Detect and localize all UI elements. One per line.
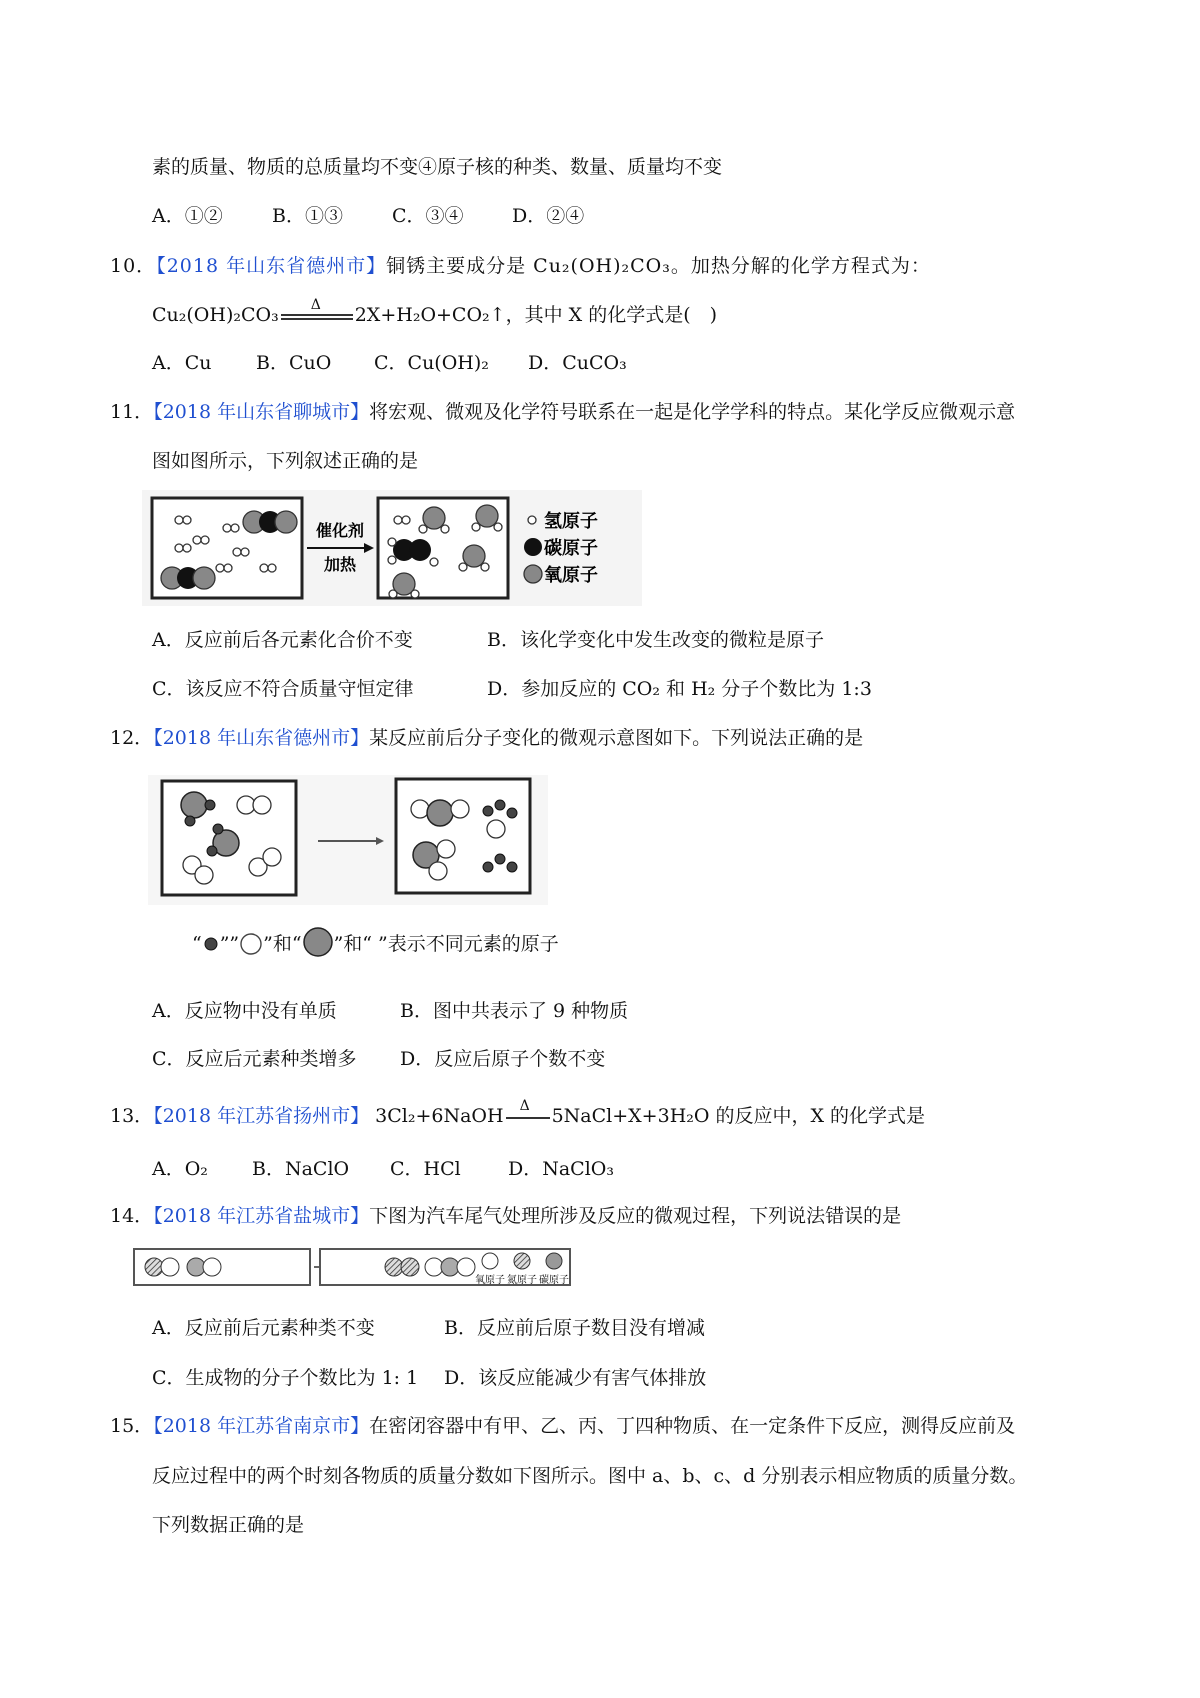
q10-options bbox=[152, 350, 627, 376]
q9-options bbox=[152, 203, 584, 229]
q14-option-b: B．反应前后原子数目没有增减 bbox=[444, 1317, 705, 1339]
q12-options-row-1 bbox=[152, 998, 628, 1024]
q15-stem-2: 反应过程中的两个时刻各物质的质量分数如下图所示。图中 a、b、c、d 分别表示相应物质的质量分数。 bbox=[152, 1465, 1028, 1487]
q13-heat-symbol: Δ bbox=[519, 1098, 530, 1114]
q9-option-a: A．①② bbox=[152, 205, 223, 227]
q14-legend-oxygen: 氧原子 bbox=[475, 1275, 505, 1286]
q11-co2-molecule-2 bbox=[161, 567, 215, 589]
q10-text2: 。加热分解的化学方程式为： bbox=[670, 255, 931, 277]
q13-option-a: A．O₂ bbox=[152, 1158, 208, 1180]
q14-options-row-2 bbox=[152, 1365, 706, 1391]
q12-legend: “ ”” ”和“ ”和“ ”表示不同元素的原子 bbox=[192, 926, 559, 958]
q12-source: 【2018 年山东省德州市】 bbox=[153, 727, 370, 749]
q11-option-d: D．参加反应的 CO₂ 和 H₂ 分子个数比为 1:3 bbox=[487, 678, 872, 700]
oxygen-atom-icon bbox=[482, 1253, 498, 1269]
q11-source: 【2018 年山东省聊城市】 bbox=[153, 401, 370, 423]
q10-option-c: C．Cu(OH)₂ bbox=[374, 352, 489, 374]
q11-co2-molecule-1 bbox=[243, 511, 297, 533]
q14-option-c: C．生成物的分子个数比为 1: 1 bbox=[152, 1367, 419, 1389]
q12-number: 12． bbox=[110, 727, 154, 749]
q11-number: 11． bbox=[110, 401, 154, 423]
carbon-atom-icon bbox=[524, 538, 542, 556]
q14-option-d: D．该反应能减少有害气体排放 bbox=[444, 1367, 707, 1389]
q11-option-a: A．反应前后各元素化合价不变 bbox=[152, 629, 413, 651]
q14-stem bbox=[110, 1203, 901, 1229]
q11-stem-2: 图如图所示，下列叙述正确的是 bbox=[152, 450, 419, 472]
q11-stem bbox=[110, 399, 1015, 425]
q10-equation bbox=[152, 297, 718, 328]
q10-option-b: B．CuO bbox=[256, 352, 332, 374]
q13-option-c: C．HCl bbox=[390, 1158, 461, 1180]
q11-options-row-2 bbox=[152, 676, 872, 702]
q11-figure bbox=[142, 490, 642, 606]
q12-options-row-2 bbox=[152, 1046, 605, 1072]
q12-text: 某反应前后分子变化的微观示意图如下。下列说法正确的是 bbox=[369, 727, 864, 749]
q12-option-a: A．反应物中没有单质 bbox=[152, 1000, 337, 1022]
q13-eq-left: 3Cl₂+6NaOH bbox=[375, 1105, 504, 1127]
q14-text: 下图为汽车尾气处理所涉及反应的微观过程，下列说法错误的是 bbox=[369, 1205, 902, 1227]
q13-option-d: D．NaClO₃ bbox=[508, 1158, 614, 1180]
hydrogen-atom-icon bbox=[528, 516, 536, 524]
q9-option-d: D．②④ bbox=[512, 205, 585, 227]
q10-eq-left: Cu₂(OH)₂CO₃ bbox=[152, 304, 279, 326]
q14-options-row-1 bbox=[152, 1315, 705, 1341]
q12-figure bbox=[148, 775, 548, 905]
q11-option-c: C．该反应不符合质量守恒定律 bbox=[152, 678, 414, 700]
q14-legend-nitrogen: 氮原子 bbox=[507, 1275, 537, 1286]
q14-figure bbox=[132, 1243, 582, 1293]
q10-text: 铜锈主要成分是 bbox=[386, 255, 527, 277]
q11-legend-hydrogen: 氢原子 bbox=[544, 511, 598, 532]
q13-eq-sign bbox=[504, 1098, 552, 1127]
q14-source: 【2018 年江苏省盐城市】 bbox=[153, 1205, 370, 1227]
q11-options-row-1 bbox=[152, 627, 824, 653]
q10-stem bbox=[110, 253, 931, 279]
q12-after-box bbox=[396, 779, 530, 893]
carbon-atom-icon bbox=[546, 1253, 562, 1269]
q15-text: 在密闭容器中有甲、乙、丙、丁四种物质、在一定条件下反应，测得反应前及 bbox=[369, 1415, 1016, 1437]
q11-option-b: B．该化学变化中发生改变的微粒是原子 bbox=[487, 629, 824, 651]
q10-formula: Cu₂(OH)₂CO₃ bbox=[533, 255, 671, 277]
q13-number: 13． bbox=[110, 1105, 154, 1127]
q12-option-d: D．反应后原子个数不变 bbox=[400, 1048, 606, 1070]
q10-eq-right: 2X+H₂O+CO₂↑，其中 X 的化学式是( ) bbox=[354, 304, 718, 326]
q10-heat-symbol: Δ bbox=[310, 297, 321, 313]
small-dark-atom-icon bbox=[202, 935, 220, 953]
q10-source: 【2018 年山东省德州市】 bbox=[156, 255, 387, 277]
q13-option-b: B．NaClO bbox=[252, 1158, 350, 1180]
q13-eq-right: 5NaCl+X+3H₂O 的反应中，X 的化学式是 bbox=[551, 1105, 926, 1127]
q10-option-a: A．Cu bbox=[152, 352, 212, 374]
q15-number: 15． bbox=[110, 1415, 154, 1437]
q12-option-c: C．反应后元素种类增多 bbox=[152, 1048, 357, 1070]
q9-option-b: B．①③ bbox=[272, 205, 343, 227]
q9-option-c: C．③④ bbox=[392, 205, 464, 227]
q12-stem bbox=[110, 725, 863, 751]
q12-legend-text: ”和“ ”表示不同元素的原子 bbox=[333, 933, 559, 955]
q13-source: 【2018 年江苏省扬州市】 bbox=[153, 1105, 370, 1127]
q10-eq-sign bbox=[279, 297, 355, 326]
white-atom-icon bbox=[239, 932, 263, 956]
q13-stem bbox=[110, 1098, 926, 1129]
q11-legend-oxygen: 氧原子 bbox=[544, 565, 598, 586]
q13-options bbox=[152, 1156, 614, 1182]
q12-option-b: B．图中共表示了 9 种物质 bbox=[400, 1000, 629, 1022]
q15-stem bbox=[110, 1413, 1015, 1439]
q14-option-a: A．反应前后元素种类不变 bbox=[152, 1317, 375, 1339]
q10-number: 10． bbox=[110, 255, 157, 277]
q15-stem-3: 下列数据正确的是 bbox=[152, 1514, 305, 1536]
q10-option-d: D．CuCO₃ bbox=[528, 352, 627, 374]
q11-text: 将宏观、微观及化学符号联系在一起是化学学科的特点。某化学反应微观示意 bbox=[369, 401, 1016, 423]
nitrogen-atom-icon bbox=[514, 1253, 530, 1269]
q11-legend-carbon: 碳原子 bbox=[544, 538, 598, 559]
q9-tail-line: 素的质量、物质的总质量均不变④原子核的种类、数量、质量均不变 bbox=[152, 156, 723, 178]
large-gray-atom-icon bbox=[302, 926, 334, 958]
q11-arrow-top-label: 催化剂 bbox=[315, 521, 365, 540]
oxygen-atom-icon bbox=[524, 565, 542, 583]
q15-source: 【2018 年江苏省南京市】 bbox=[153, 1415, 370, 1437]
q11-arrow-bottom-label: 加热 bbox=[323, 555, 357, 574]
q14-legend-carbon: 碳原子 bbox=[539, 1275, 569, 1286]
q14-number: 14． bbox=[110, 1205, 154, 1227]
